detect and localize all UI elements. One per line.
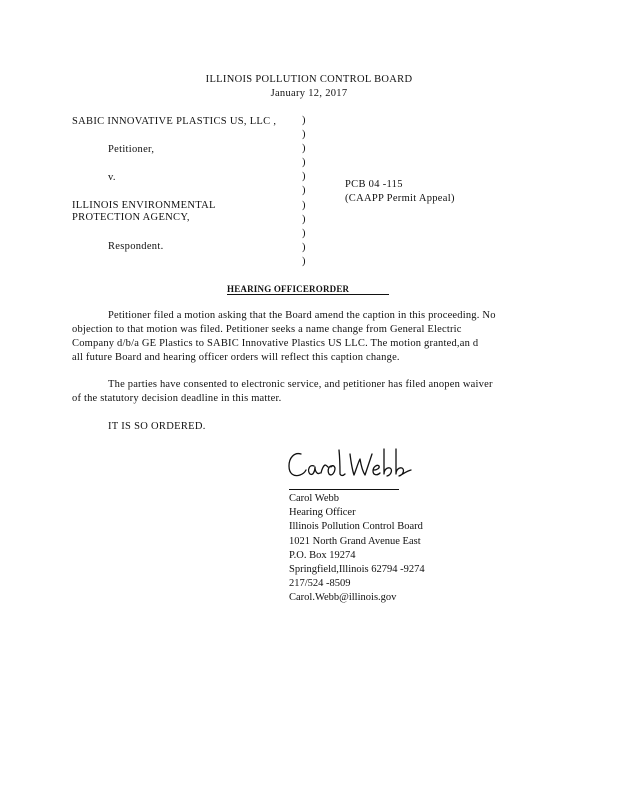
case-type: (CAAPP Permit Appeal) [345, 193, 455, 204]
case-number: PCB 04 -115 [345, 179, 403, 190]
petitioner-name: SABIC INNOVATIVE PLASTICS US, LLC , [72, 116, 277, 127]
signature-block [289, 492, 425, 606]
address-city: Springfield,Illinois 62794 -9274 [289, 564, 425, 576]
signer-title: Hearing Officer [289, 507, 356, 519]
signature-line [289, 489, 399, 490]
respondent-name-line1: ILLINOIS ENVIRONMENTAL [72, 200, 216, 211]
paragraph-line: Company d/b/a GE Plastics to SABIC Innovative Plastics US LLC. The motion granted,an d [72, 338, 479, 349]
paragraph-caption-amendment [72, 309, 542, 365]
paragraph-electronic-service [72, 378, 542, 406]
versus-label: v. [108, 172, 116, 183]
petitioner-role: Petitioner, [108, 144, 155, 155]
paragraph-line: objection to that motion was filed. Petitioner seeks a name change from General Electric [72, 324, 462, 335]
caption-parenthesis-column: ) ) ) ) ) ) ) ) ) ) ) [302, 115, 306, 267]
respondent-role: Respondent. [108, 241, 164, 252]
paragraph-line: all future Board and hearing officer orders will reflect this caption change. [72, 352, 400, 363]
title-underline [227, 294, 389, 295]
agency-heading: ILLINOIS POLLUTION CONTROL BOARD [205, 74, 413, 85]
paragraph-line: The parties have consented to electronic service, and petitioner has filed anopen waiver [108, 379, 493, 390]
order-title: HEARING OFFICERORDER [227, 284, 350, 294]
phone-number: 217/524 -8509 [289, 578, 351, 590]
signer-organization: Illinois Pollution Control Board [289, 521, 423, 533]
so-ordered: IT IS SO ORDERED. [108, 421, 206, 432]
respondent-name-line2: PROTECTION AGENCY, [72, 212, 190, 223]
email-address[interactable]: Carol.Webb@illinois.gov [289, 592, 397, 604]
paragraph-line: Petitioner filed a motion asking that the Board amend the caption in this proceeding. No [108, 310, 496, 321]
signer-name: Carol Webb [289, 493, 339, 504]
handwritten-signature [284, 446, 416, 486]
address-po-box: P.O. Box 19274 [289, 549, 356, 561]
address-street: 1021 North Grand Avenue East [289, 535, 421, 547]
paragraph-line: of the statutory decision deadline in this matter. [72, 393, 282, 404]
order-date: January 12, 2017 [270, 88, 348, 99]
